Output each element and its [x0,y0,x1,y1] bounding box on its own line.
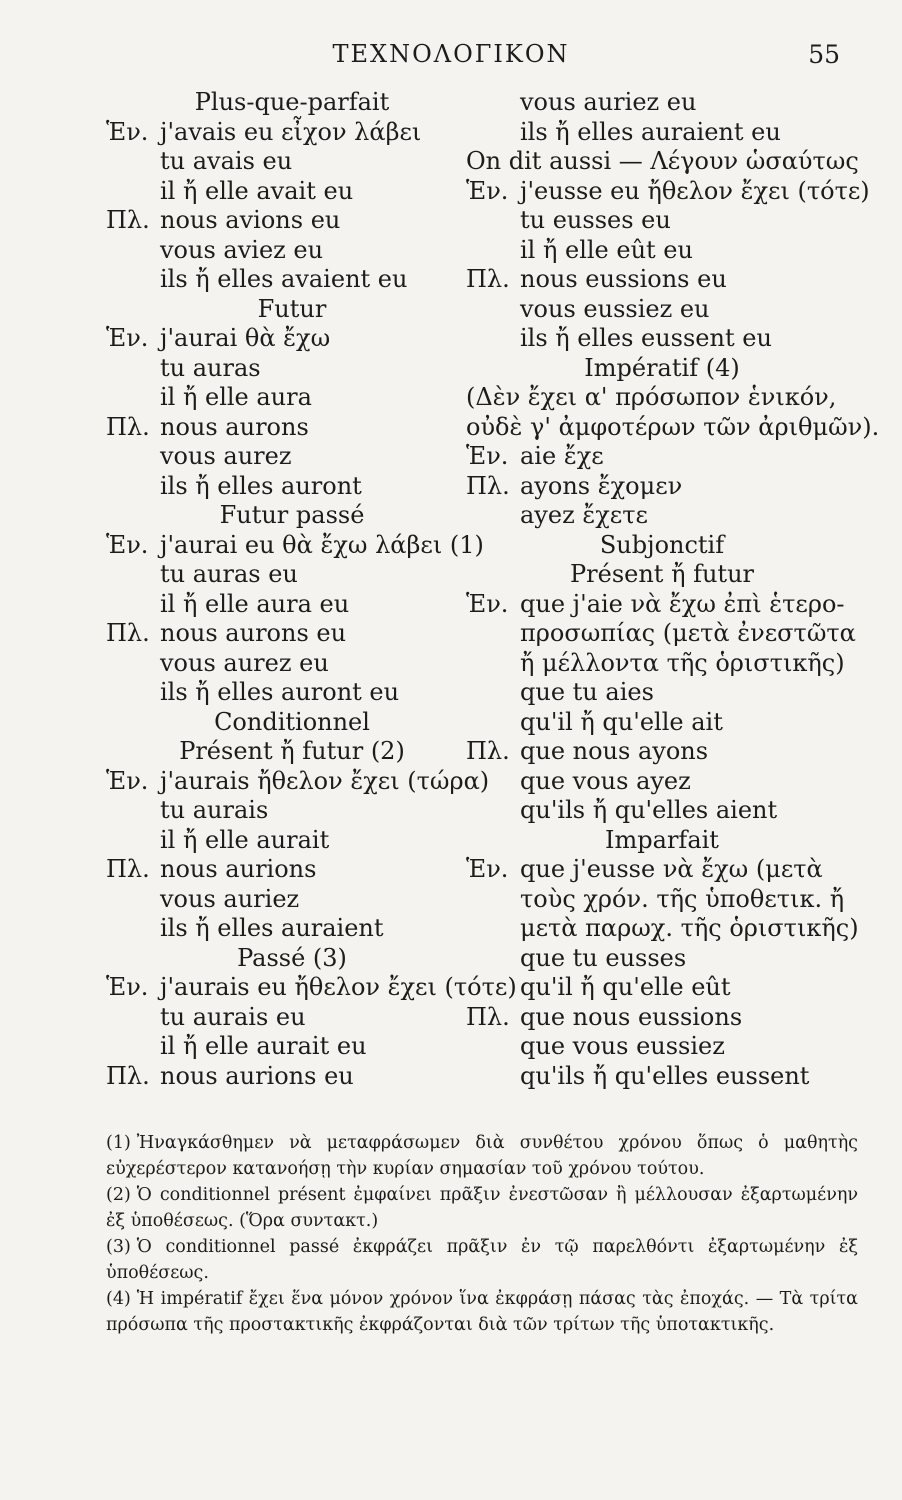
line-text: Impératif (4) [584,353,740,382]
line-text: que tu eusses [520,943,687,972]
conjugation-line [106,413,478,443]
conjugation-line [466,206,858,236]
running-title: ΤΕΧΝΟΛΟΓΙΚΟΝ [332,40,570,68]
number-label: Πλ. [106,1061,150,1090]
line-text: j'aurais ἤθελον ἔχει (τώρα) [160,766,490,795]
conjugation-line [106,324,478,354]
line-text: aie ἔχε [520,442,604,470]
conjugation-line [106,855,478,885]
line-text: τοὺς χρόν. τῆς ὑποθετικ. ἤ [520,884,845,913]
conjugation-line [466,678,858,708]
line-text: il ἤ elle aura eu [160,589,350,618]
conjugation-line [106,590,478,620]
number-label: Πλ. [466,471,510,500]
line-text: tu aurais eu [160,1002,306,1031]
conjugation-line [466,324,858,354]
line-text: nous avions eu [160,206,341,234]
conjugation-line [106,560,478,590]
number-label: Ἑν. [106,117,149,146]
footnote-mark: (1) [106,1133,131,1153]
footnote [106,1286,858,1338]
line-text: vous aviez eu [160,235,324,264]
conjugation-line [466,590,858,620]
line-text: que vous ayez [520,766,691,795]
conjugation-line [466,737,858,767]
footnote-text: Ἡ impératif ἔχει ἕνα μόνον χρόνον ἵνα ἐκφράσῃ πάσας τὰς ἐποχάς. — Τὰ τρίτα πρόσωπα τῆς προστακτικῆς ἐκφράζονται διὰ τῶν τρίτων τῆς ὑποτακτικῆς. [106,1289,858,1335]
line-text: vous auriez eu [520,88,697,116]
number-label: Ἑν. [466,855,509,883]
conjugation-line [466,649,858,679]
line-text: Futur [257,294,327,323]
conjugation-line [466,944,858,974]
line-text: que tu aies [520,678,654,706]
conjugation-line [106,265,478,295]
line-text: qu'ils ἤ qu'elles aient [520,796,778,824]
conjugation-line [466,383,858,413]
line-text: vous eussiez eu [520,294,710,323]
line-text: προσωπίας (μετὰ ἐνεστῶτα [520,619,856,647]
footnote-mark: (3) [106,1237,131,1257]
line-text: vous aurez eu [160,648,329,677]
section-heading [106,708,478,738]
conjugation-line [106,472,478,502]
line-text: Passé (3) [237,943,347,972]
line-text: ils ἤ elles avaient eu [160,265,408,293]
number-label: Πλ. [106,412,150,441]
number-label: Πλ. [466,737,510,765]
page-number: 55 [808,40,840,69]
line-text: tu avais eu [160,147,293,175]
conjugation-line [466,501,858,531]
line-text: il ἤ elle aura [160,383,312,411]
conjugation-line [466,236,858,266]
line-text: tu eusses eu [520,206,671,234]
conjugation-line [466,472,858,502]
line-text: tu auras eu [160,560,298,588]
conjugation-line [106,1032,478,1062]
footnotes [106,1130,858,1338]
conjugation-line [106,383,478,413]
line-text: vous aurez [160,442,292,470]
number-label: Πλ. [106,855,150,883]
footnote-mark: (2) [106,1185,131,1205]
line-text: nous eussions eu [520,265,727,293]
conjugation-line [106,206,478,236]
line-text: tu auras [160,353,261,382]
line-text: j'aurais eu ἤθελον ἔχει (τότε) [160,973,517,1001]
footnote [106,1130,858,1182]
conjugation-line [106,649,478,679]
line-text: qu'il ἤ qu'elle eût [520,973,731,1001]
conjugation-line [106,766,490,797]
line-text: Subjonctif [599,530,725,559]
conjugation-line [106,354,478,384]
conjugation-line [106,1003,478,1033]
conjugation-line [106,914,478,944]
number-label: Ἑν. [106,530,149,559]
footnote-text: Ἠναγκάσθημεν νὰ μεταφράσωμεν διὰ συνθέτου χρόνου ὅπως ὁ μαθητὴς εὐχερέστερον κατανοήσῃ τὴν κυρίαν σημασίαν τοῦ χρόνου τούτου. [106,1133,858,1179]
section-heading [466,531,858,561]
conjugation-line [466,295,858,325]
line-text: j'eusse eu ἤθελον ἔχει (τότε) [520,176,870,205]
line-text: nous aurons [160,412,309,441]
number-label: Πλ. [106,619,150,647]
line-text: On dit aussi — Λέγουν ὡσαύτως [466,147,859,175]
conjugation-line [106,678,478,708]
conjugation-line [106,530,484,561]
line-text: ayez ἔχετε [520,501,648,529]
conjugation-line [106,177,478,207]
line-text: qu'ils ἤ qu'elles eussent [520,1061,810,1090]
number-label: Πλ. [106,206,150,234]
line-text: il ἤ elle aurait [160,825,330,854]
conjugation-line [466,1003,858,1033]
line-text: οὐδὲ γ' ἀμφοτέρων τῶν ἀριθμῶν). [466,412,880,441]
number-label: Ἑν. [466,589,509,618]
number-label: Ἑν. [466,176,509,205]
conjugation-line [466,1032,858,1062]
section-heading [106,88,478,118]
footnote [106,1234,858,1286]
line-text: Futur passé [219,501,365,529]
section-heading [106,295,478,325]
line-text: nous aurions [160,855,317,883]
section-heading [106,737,478,767]
conjugation-line [106,826,478,856]
line-text: (Δὲν ἔχει α' πρόσωπον ἑνικόν, [466,383,837,411]
right-column [466,88,880,1091]
conjugation-line [106,885,478,915]
line-text: Plus-que-parfait [194,88,390,116]
line-text: que nous ayons [520,737,709,765]
conjugation-line [466,885,858,915]
number-label: Ἑν. [106,324,149,352]
footnote [106,1182,858,1234]
number-label: Πλ. [466,1002,510,1031]
line-text: Conditionnel [214,707,370,736]
line-text: ils ἤ elles auraient eu [520,117,781,146]
line-text: ἤ μέλλοντα τῆς ὁριστικῆς) [520,648,845,677]
left-column [106,88,517,1091]
conjugation-line [106,147,478,177]
conjugation-line [466,796,858,826]
line-text: ils ἤ elles auront eu [160,678,400,706]
line-text: ayons ἔχομεν [520,471,683,500]
footnote-mark: (4) [106,1289,131,1309]
line-text: que j'eusse νὰ ἔχω (μετὰ [520,855,823,883]
conjugation-line [466,265,858,295]
conjugation-line [466,176,870,207]
line-text: il ἤ elle eût eu [520,235,693,264]
line-text: μετὰ παρωχ. τῆς ὁριστικῆς) [520,914,859,942]
conjugation-line [106,619,478,649]
conjugation-line [106,973,517,1003]
line-text: Présent ἤ futur [570,560,754,588]
footnote-text: Ὁ conditionnel présent ἐμφαίνει πρᾶξιν ἐνεστῶσαν ἢ μέλλουσαν ἐξαρτωμένην ἐξ ὑποθέσεως. (Ὅρα συντακτ.) [106,1185,858,1231]
conjugation-line [466,147,858,177]
conjugation-line [106,442,478,472]
conjugation-line [466,914,858,944]
section-heading [466,560,858,590]
section-heading [106,501,478,531]
line-text: Imparfait [605,825,719,854]
number-label: Ἑν. [106,973,149,1001]
line-text: nous aurions eu [160,1061,354,1090]
line-text: qu'il ἤ qu'elle ait [520,707,723,736]
line-text: ils ἤ elles eussent eu [520,324,772,352]
conjugation-line [466,767,858,797]
conjugation-line [466,855,858,885]
conjugation-line [466,118,858,148]
conjugation-line [466,619,858,649]
line-text: tu aurais [160,796,269,824]
conjugation-line [466,1062,858,1092]
line-text: il ἤ elle avait eu [160,176,354,205]
line-text: que vous eussiez [520,1032,725,1060]
page-header [0,40,902,80]
section-heading [106,944,478,974]
conjugation-line [466,708,858,738]
line-text: vous auriez [160,884,300,913]
section-heading [466,826,858,856]
line-text: que j'aie νὰ ἔχω ἐπὶ ἑτερο- [520,589,845,618]
conjugation-line [466,442,858,472]
number-label: Πλ. [466,265,510,293]
number-label: Ἑν. [106,766,149,795]
conjugation-line [466,412,880,443]
line-text: Présent ἤ futur (2) [179,737,405,765]
conjugation-line [466,973,858,1003]
line-text: que nous eussions [520,1002,743,1031]
line-text: ils ἤ elles auraient [160,914,384,942]
line-text: nous aurons eu [160,619,347,647]
line-text: j'aurai eu θὰ ἔχω λάβει (1) [160,530,484,559]
conjugation-line [106,796,478,826]
line-text: ils ἤ elles auront [160,471,362,500]
conjugation-line [466,88,858,118]
number-label: Ἑν. [466,442,509,470]
conjugation-line [106,118,478,148]
footnote-text: Ὁ conditionnel passé ἐκφράζει πρᾶξιν ἐν τῷ παρελθόντι ἐξαρτωμένην ἐξ ὑποθέσεως. [106,1237,858,1283]
line-text: j'aurai θὰ ἔχω [160,324,331,352]
line-text: il ἤ elle aurait eu [160,1032,367,1060]
section-heading [466,354,858,384]
conjugation-line [106,236,478,266]
line-text: j'avais eu εἶχον λάβει [160,117,422,146]
conjugation-line [106,1062,478,1092]
